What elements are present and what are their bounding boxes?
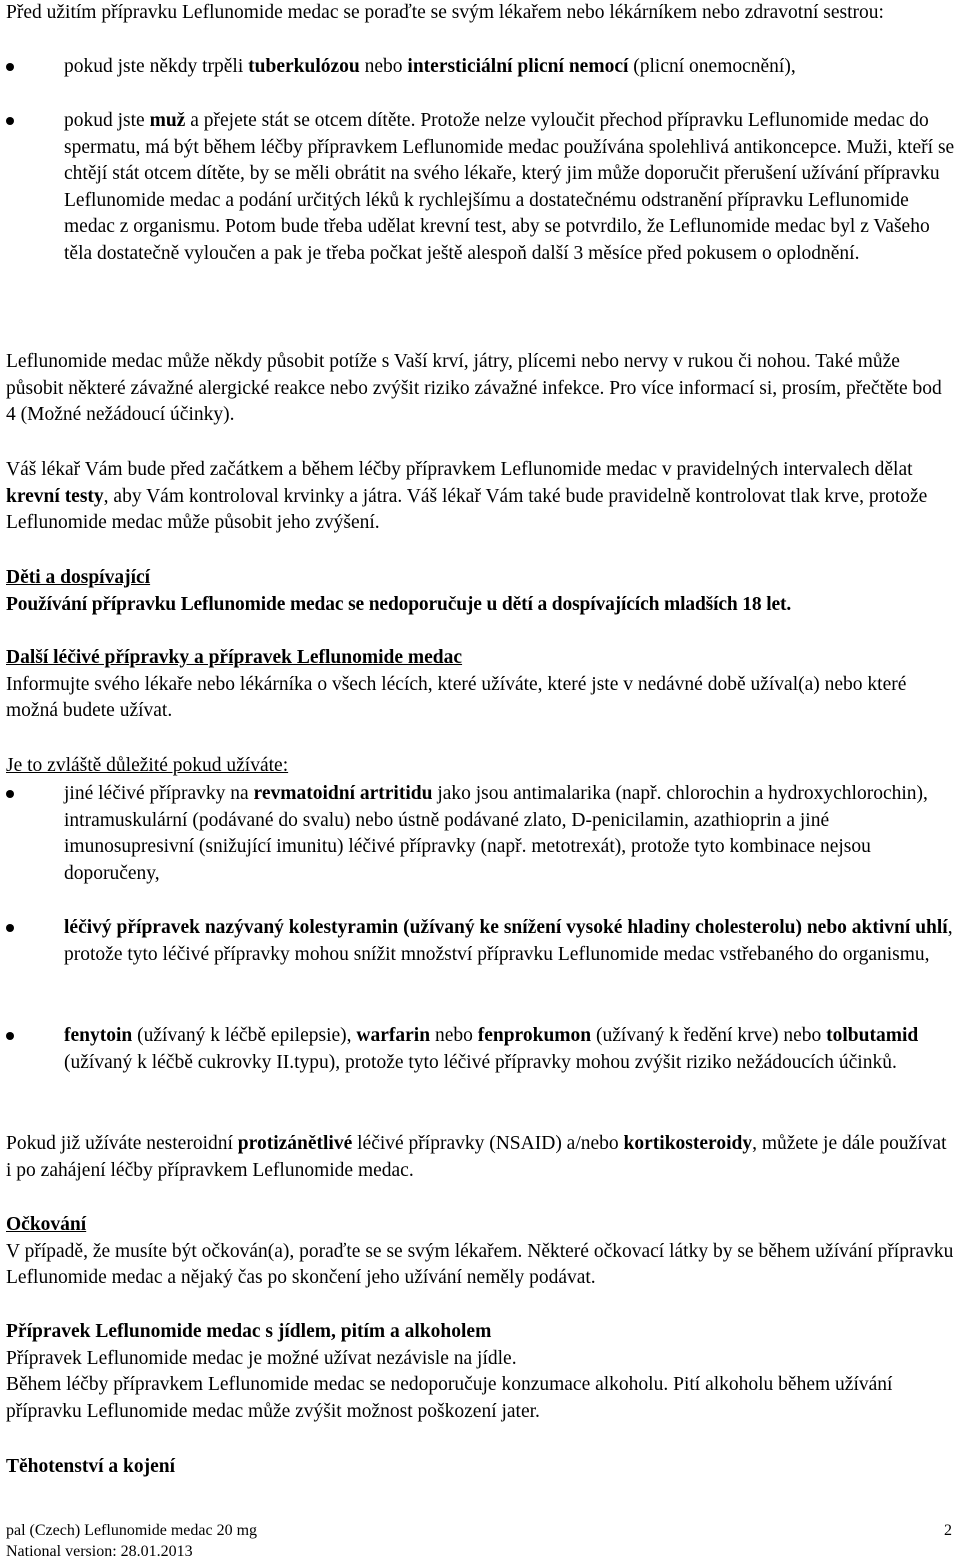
- bullet-cholestyramine: [6, 915, 956, 968]
- bullet-text: léčivý přípravek nazývaný kolestyramin (užívaný ke snížení vysoké hladiny cholesterolu) nebo aktivní uhlí, protože tyto léčivé přípravky mohou snížit množství přípravku Leflunomide medac vstřebaného do organismu,: [64, 917, 953, 965]
- paragraph-text: Váš lékař Vám bude před začátkem a během léčby přípravkem Leflunomide medac v pravidelných intervalech dělat krevní testy, aby Vám kontroloval krvinky a játra. Váš lékař Vám také bude pravidelně kontrolovat tlak krve, protože Leflunomide medac může působit jeho zvýšení.: [6, 459, 928, 534]
- page-footer: [6, 1520, 956, 1562]
- section-food-alcohol: [6, 1319, 956, 1425]
- bullet-icon: [6, 1032, 14, 1040]
- paragraph-blood-tests: [6, 457, 956, 537]
- section-text: Přípravek Leflunomide medac je možné užívat nezávisle na jídle.: [6, 1347, 517, 1369]
- paragraph-text: Pokud již užíváte nesteroidní protizánětlivé léčivé přípravky (NSAID) a/nebo kortikosteroidy, můžete je dále používat i po zahájení léčby přípravkem Leflunomide medac.: [6, 1133, 947, 1181]
- section-heading: Děti a dospívající: [6, 567, 151, 588]
- paragraph-blood-risks: [6, 349, 956, 429]
- bullet-icon: [6, 924, 14, 932]
- section-heading: Přípravek Leflunomide medac s jídlem, pitím a alkoholem: [6, 1321, 492, 1342]
- footer-product: pal (Czech) Leflunomide medac 20 mg: [6, 1522, 258, 1539]
- bullet-icon: [6, 63, 14, 71]
- section-children: [6, 565, 956, 618]
- section-heading: Očkování: [6, 1214, 87, 1235]
- bullet-icon: [6, 790, 14, 798]
- paragraph-text: Leflunomide medac může někdy působit potíže s Vaší krví, játry, plícemi nebo nervy v rukou či nohou. Také může působit některé závažné alergické reakce nebo zvýšit riziko závažné infekce. Pro více informací si, prosím, přečtěte bod 4 (Možné nežádoucí účinky).: [6, 351, 942, 426]
- footer-version: National version: 28.01.2013: [6, 1543, 193, 1560]
- important-note: [6, 753, 956, 780]
- bullet-tuberculosis: [6, 54, 956, 81]
- section-vaccination: [6, 1212, 956, 1292]
- bullet-text: fenytoin (užívaný k léčbě epilepsie), warfarin nebo fenprokumon (užívaný k ředění krve) nebo tolbutamid (užívaný k léčbě cukrovky II.typu), protože tyto léčivé přípravky mohou zvýšit riziko nežádoucích účinků.: [64, 1025, 919, 1073]
- paragraph-nsaid: [6, 1131, 956, 1184]
- bullet-male-patients: [6, 108, 956, 268]
- important-text: Je to zvláště důležité pokud užíváte:: [6, 755, 289, 776]
- section-heading: Těhotenství a kojení: [6, 1456, 176, 1477]
- section-heading: Další léčivé přípravky a přípravek Leflunomide medac: [6, 647, 463, 668]
- bullet-phenytoin: [6, 1023, 956, 1076]
- bullet-rheumatoid: [6, 781, 956, 887]
- bullet-text: pokud jste někdy trpěli tuberkulózou nebo intersticiální plicní nemocí (plicní onemocnění),: [64, 56, 796, 77]
- page-number: 2: [944, 1522, 952, 1539]
- intro-paragraph: [6, 0, 956, 27]
- section-text: Během léčby přípravkem Leflunomide medac se nedoporučuje konzumace alkoholu. Pití alkoholu během užívání přípravku Leflunomide medac může zvýšit možnost poškození jater.: [6, 1374, 893, 1422]
- bullet-text: pokud jste muž a přejete stát se otcem dítěte. Protože nelze vyloučit přechod přípravku Leflunomide medac do spermatu, má být během léčby přípravkem Leflunomide medac používána spolehlivá antikoncepce. Muži, kteří se chtějí stát otcem dítěte, by se měli obrátit na svého lékaře, který jim může doporučit přerušení užívání přípravku Leflunomide medac a podání určitých léků k rychlejšímu a dostatečnému odstranění přípravku Leflunomide medac z organismu. Potom bude třeba udělat krevní test, aby se potvrdilo, že Leflunomide medac byl z Vašeho těla dostatečně vyloučen a pak je třeba počkat ještě alespoň další 3 měsíce před pokusem o oplodnění.: [64, 110, 955, 264]
- bullet-icon: [6, 117, 14, 125]
- intro-text: Před užitím přípravku Leflunomide medac se poraďte se svým lékařem nebo lékárníkem nebo zdravotní sestrou:: [6, 2, 884, 23]
- section-text: Informujte svého lékaře nebo lékárníka o všech lécích, které užíváte, které jste v nedávné době užíval(a) nebo které možná budete užívat.: [6, 673, 907, 722]
- section-pregnancy: [6, 1454, 956, 1481]
- section-text: V případě, že musíte být očkován(a), poraďte se se svým lékařem. Některé očkovací látky by se během užívání přípravku Leflunomide medac a nějaký čas po skončení jeho užívání neměly podávat.: [6, 1240, 954, 1289]
- bullet-text: jiné léčivé přípravky na revmatoidní artritidu jako jsou antimalarika (např. chlorochin a hydroxychlorochin), intramuskulární (podávané do svalu) nebo ústně podávané zlato, D-penicilamin, azathioprin a jiné imunosupresivní (snižující imunitu) léčivé přípravky (např. metotrexát), protože tyto kombinace nejsou doporučeny,: [64, 783, 928, 884]
- section-text: Používání přípravku Leflunomide medac se nedoporučuje u dětí a dospívajících mladších 18 let.: [6, 593, 792, 615]
- section-other-medicines: [6, 645, 956, 725]
